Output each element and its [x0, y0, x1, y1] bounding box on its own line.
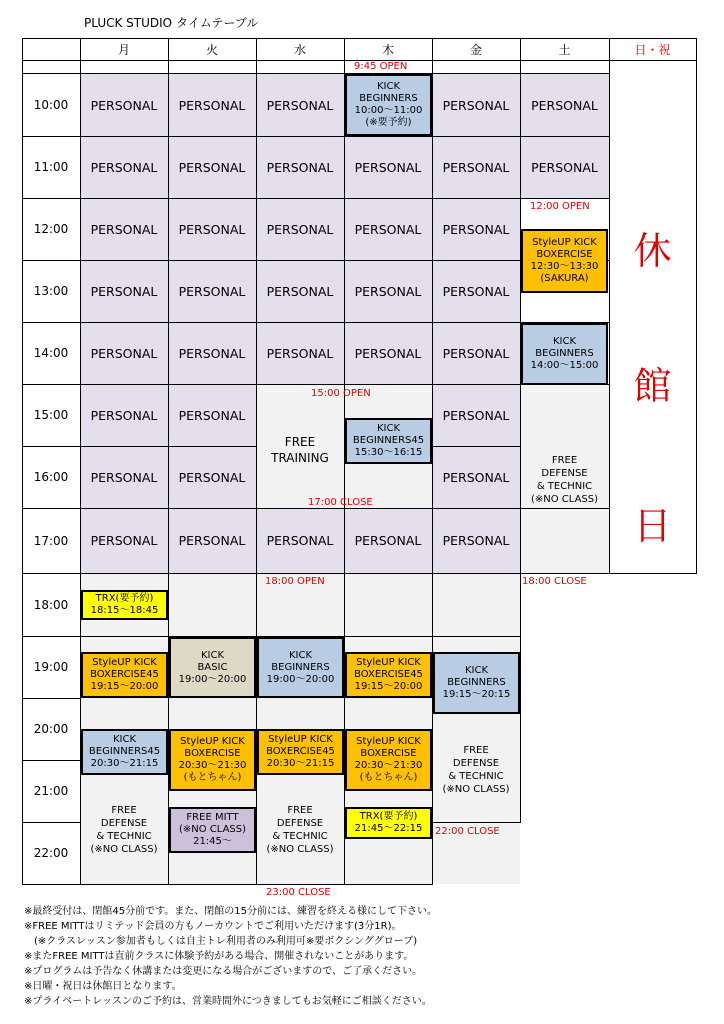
personal-slot-tue[interactable]: PERSONAL: [168, 446, 256, 508]
class-line: BOXERCISE45: [90, 669, 159, 680]
class-line: BOXERCISE: [184, 748, 241, 759]
class-line: 19:15～20:00: [90, 681, 159, 692]
personal-slot-wed[interactable]: PERSONAL: [256, 136, 344, 198]
class-line: (SAKURA): [540, 273, 589, 284]
personal-slot-thu[interactable]: PERSONAL: [344, 260, 432, 322]
class-line: KICK: [552, 336, 577, 347]
personal-slot-thu[interactable]: PERSONAL: [344, 508, 432, 573]
closed-char-1: 休: [633, 229, 672, 273]
class-mon-kick-beginners45[interactable]: [81, 729, 168, 775]
class-wed-kick-beginners[interactable]: [257, 637, 344, 698]
class-line: FREE: [284, 435, 316, 449]
class-line: StyleUP KICK: [180, 736, 245, 747]
personal-slot-mon[interactable]: PERSONAL: [80, 74, 168, 136]
wed-free-training[interactable]: [256, 420, 344, 480]
class-line: 14:00～15:00: [530, 360, 599, 371]
time-label: 11:00: [33, 160, 69, 174]
page-title: PLUCK STUDIO タイムテーブル: [84, 16, 259, 30]
class-line: 15:30～16:15: [354, 447, 423, 458]
class-line: BOXERCISE45: [354, 669, 423, 680]
class-line: (※NO CLASS): [530, 494, 599, 505]
class-line: DEFENSE: [541, 468, 588, 479]
day-header-sat: 土: [558, 42, 571, 57]
class-thu-kick-beginners45[interactable]: [345, 418, 432, 464]
wed-free-defense[interactable]: [256, 800, 344, 860]
time-label: 19:00: [33, 660, 69, 674]
time-label: 13:00: [33, 284, 69, 298]
class-line: FREE: [111, 805, 137, 816]
personal-slot-fri[interactable]: PERSONAL: [432, 384, 520, 446]
class-line: KICK: [112, 734, 137, 745]
class-line: (※NO CLASS): [266, 844, 334, 855]
thu-open-marker: 9:45 OPEN: [354, 61, 408, 72]
personal-slot-tue[interactable]: PERSONAL: [168, 74, 256, 136]
final-close-marker: 23:00 CLOSE: [266, 887, 331, 898]
day-header-wed: 水: [293, 42, 306, 57]
personal-slot-fri[interactable]: PERSONAL: [432, 322, 520, 384]
footnote: ※プライベートレッスンのご予約は、営業時間外につきましてもお気軽にご相談ください。: [24, 996, 432, 1007]
class-line: 21:45～22:15: [354, 823, 423, 834]
wed-open-marker: 15:00 OPEN: [311, 388, 371, 399]
class-line: & TECHNIC: [448, 771, 504, 782]
personal-slot-mon[interactable]: PERSONAL: [80, 136, 168, 198]
class-line: 21:45～: [193, 836, 232, 847]
personal-slot-thu[interactable]: PERSONAL: [344, 322, 432, 384]
class-fri-kick-beginners[interactable]: [433, 652, 520, 714]
personal-slot-fri[interactable]: PERSONAL: [432, 446, 520, 508]
personal-slot-mon[interactable]: PERSONAL: [80, 260, 168, 322]
personal-slot-fri[interactable]: PERSONAL: [432, 74, 520, 136]
personal-slot-tue[interactable]: PERSONAL: [168, 260, 256, 322]
class-line: KICK: [288, 649, 313, 661]
class-line: StyleUP KICK: [356, 736, 421, 747]
day-header-mon: 月: [117, 42, 130, 57]
class-line: BEGINNERS: [535, 348, 594, 359]
class-line: TRAINING: [271, 451, 329, 465]
class-line: KICK: [376, 423, 401, 434]
footnote: ※またFREE MITTは直前クラスに体験予約がある場合、開催されないことがあります。: [24, 951, 414, 962]
class-line: & TECHNIC: [536, 481, 593, 492]
personal-slot-sat[interactable]: PERSONAL: [520, 136, 609, 198]
class-line: TRX(要予約): [95, 593, 154, 604]
class-line: TRX(要予約): [359, 811, 418, 822]
class-line: FREE MITT: [186, 812, 239, 823]
class-line: 12:30～13:30: [530, 261, 599, 272]
personal-slot-fri[interactable]: PERSONAL: [432, 136, 520, 198]
day-header-tue: 火: [205, 42, 218, 57]
personal-slot-tue[interactable]: PERSONAL: [168, 136, 256, 198]
personal-slot-tue[interactable]: PERSONAL: [168, 508, 256, 573]
class-tue-kick-basic[interactable]: [169, 637, 256, 698]
class-thu-kick-beginners[interactable]: [345, 74, 432, 136]
class-line: DEFENSE: [100, 818, 148, 829]
class-line: BOXERCISE45: [266, 746, 335, 757]
class-line: DEFENSE: [276, 818, 324, 829]
class-line: KICK: [376, 81, 401, 92]
sat-open-marker: 12:00 OPEN: [530, 201, 590, 212]
personal-slot-tue[interactable]: PERSONAL: [168, 384, 256, 446]
footnotes: [24, 904, 437, 1009]
personal-slot-wed[interactable]: PERSONAL: [256, 74, 344, 136]
personal-slot-thu[interactable]: PERSONAL: [344, 136, 432, 198]
class-mon-styleup45[interactable]: [81, 652, 168, 698]
day-header-fri: 金: [469, 42, 482, 57]
class-tue-styleup[interactable]: [169, 729, 256, 791]
class-tue-free-mitt[interactable]: [169, 807, 256, 853]
class-line: (※NO CLASS): [442, 784, 510, 795]
footnote: (※クラスレッスン参加者もしくは自主トレ利用者のみ利用可※要ボクシンググローブ): [24, 936, 418, 947]
class-mon-trx[interactable]: [81, 590, 168, 620]
closed-char-2: 館: [633, 364, 672, 408]
time-label: 15:00: [33, 408, 69, 422]
class-line: FREE: [463, 745, 489, 756]
time-label: 22:00: [33, 846, 69, 860]
class-line: 19:15～20:15: [442, 689, 511, 700]
class-line: BOXERCISE: [536, 249, 593, 260]
class-line: 20:30～21:30: [178, 760, 247, 771]
class-line: StyleUP KICK: [268, 734, 333, 745]
class-line: BEGINNERS45: [88, 746, 161, 757]
day-header-thu: 木: [381, 42, 394, 57]
class-line: 19:15～20:00: [354, 681, 423, 692]
class-line: 10:00～11:00: [354, 105, 423, 116]
personal-slot-wed[interactable]: PERSONAL: [256, 508, 344, 573]
class-line: BASIC: [197, 661, 228, 673]
class-line: (※NO CLASS): [90, 844, 158, 855]
class-thu-styleup[interactable]: [345, 729, 432, 791]
class-line: StyleUP KICK: [356, 657, 421, 668]
personal-slot-fri[interactable]: PERSONAL: [432, 508, 520, 573]
sat-free-defense[interactable]: [520, 450, 609, 510]
class-thu-styleup45[interactable]: [345, 652, 432, 698]
class-line: 18:15～18:45: [90, 605, 159, 616]
personal-slot-sat[interactable]: PERSONAL: [520, 74, 609, 136]
time-label: 10:00: [33, 98, 69, 112]
class-line: BEGINNERS: [271, 661, 330, 673]
class-line: 19:00～20:00: [178, 673, 247, 685]
class-line: BEGINNERS: [447, 677, 506, 688]
class-line: (もとちゃん): [183, 772, 242, 783]
class-wed-styleup45[interactable]: [257, 729, 344, 775]
footnote: ※最終受付は、閉館45分前です。また、閉館の15分前には、練習を終える様にして下さい。: [24, 906, 438, 917]
class-line: KICK: [200, 649, 225, 661]
class-sat-kick-beginners[interactable]: [521, 323, 608, 385]
class-line: (※NO CLASS): [178, 824, 247, 835]
closed-char-3: 日: [633, 504, 672, 548]
evening-open-marker: 18:00 OPEN: [265, 576, 325, 587]
class-thu-trx[interactable]: [345, 807, 432, 839]
class-line: FREE: [551, 455, 578, 466]
personal-slot-mon[interactable]: PERSONAL: [80, 384, 168, 446]
footnote: ※日曜・祝日は休館日となります。: [24, 981, 182, 992]
class-line: (もとちゃん): [359, 772, 418, 783]
time-label: 18:00: [33, 598, 69, 612]
time-label: 20:00: [33, 722, 69, 736]
personal-slot-mon[interactable]: PERSONAL: [80, 198, 168, 260]
day-header-sun: 日・祝: [634, 42, 671, 57]
class-line: StyleUP KICK: [92, 657, 157, 668]
class-line: BEGINNERS: [359, 93, 418, 104]
personal-slot-fri[interactable]: PERSONAL: [432, 260, 520, 322]
class-line: 19:00～20:00: [266, 673, 335, 685]
class-line: 20:30～21:30: [354, 760, 423, 771]
class-sat-styleup[interactable]: [521, 229, 608, 293]
class-line: BOXERCISE: [360, 748, 417, 759]
time-label: 16:00: [33, 470, 69, 484]
wed-close-marker: 17:00 CLOSE: [308, 497, 373, 508]
personal-slot-fri[interactable]: PERSONAL: [432, 198, 520, 260]
personal-slot-mon[interactable]: PERSONAL: [80, 446, 168, 508]
class-line: 20:30～21:15: [266, 758, 335, 769]
personal-slot-wed[interactable]: PERSONAL: [256, 322, 344, 384]
personal-slot-tue[interactable]: PERSONAL: [168, 322, 256, 384]
time-label: 17:00: [33, 534, 69, 548]
personal-slot-wed[interactable]: PERSONAL: [256, 260, 344, 322]
personal-slot-wed[interactable]: PERSONAL: [256, 198, 344, 260]
personal-slot-mon[interactable]: PERSONAL: [80, 322, 168, 384]
personal-slot-tue[interactable]: PERSONAL: [168, 198, 256, 260]
class-line: & TECHNIC: [96, 831, 152, 842]
class-line: BEGINNERS45: [352, 435, 425, 446]
class-line: FREE: [287, 805, 313, 816]
class-line: (※要予約): [365, 117, 412, 128]
personal-slot-thu[interactable]: PERSONAL: [344, 198, 432, 260]
personal-slot-mon[interactable]: PERSONAL: [80, 508, 168, 573]
footnote: ※FREE MITTはリミテッド会員の方もノーカウントでご利用いただけます(3分1R)。: [24, 921, 402, 932]
class-line: DEFENSE: [452, 758, 500, 769]
class-line: & TECHNIC: [272, 831, 328, 842]
time-label: 12:00: [33, 222, 69, 236]
sat-close-marker: 18:00 CLOSE: [522, 576, 587, 587]
time-label: 14:00: [33, 346, 69, 360]
time-label: 21:00: [33, 784, 69, 798]
class-line: KICK: [464, 665, 489, 676]
fri-close-marker: 22:00 CLOSE: [435, 826, 500, 837]
fri-free-defense[interactable]: [432, 740, 520, 800]
mon-free-defense[interactable]: [80, 800, 168, 860]
class-line: StyleUP KICK: [532, 237, 597, 248]
footnote: ※プログラムは予告なく休講または変更になる場合がございますので、ご了承ください。: [24, 966, 423, 977]
class-line: 20:30～21:15: [90, 758, 159, 769]
